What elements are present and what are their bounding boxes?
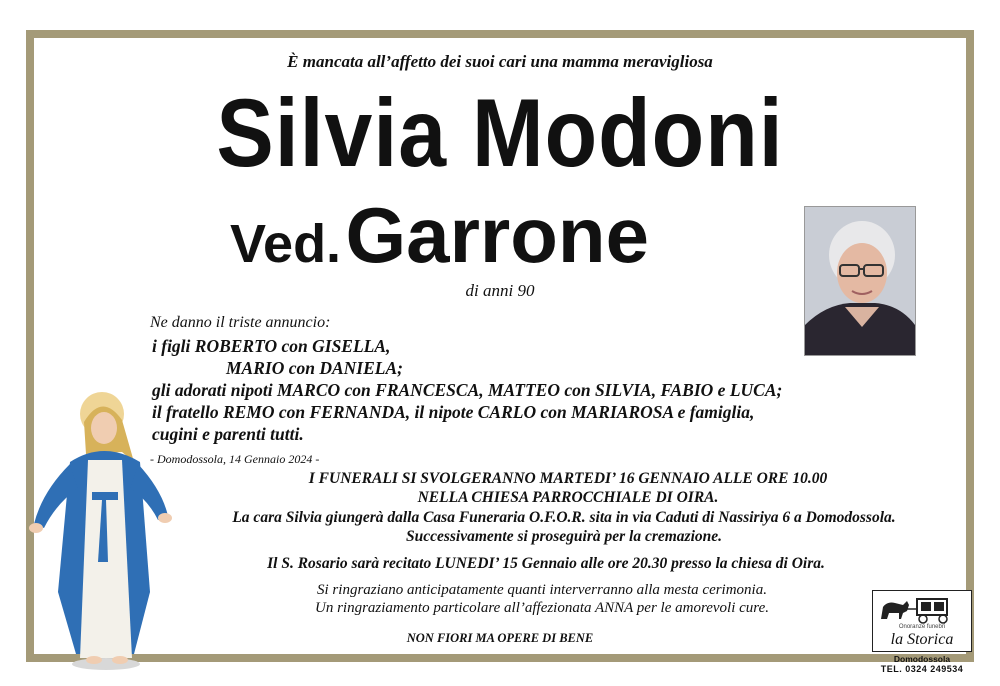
logo-brand: la Storica xyxy=(890,631,954,648)
place-date: - Domodossola, 14 Gennaio 2024 - xyxy=(150,452,320,466)
logo-city: Domodossola xyxy=(893,654,951,664)
portrait-photo xyxy=(804,206,916,356)
madonna-image xyxy=(22,392,172,676)
deceased-name: Silvia Modoni xyxy=(216,79,784,188)
logo-phone: TEL. 0324 249534 xyxy=(880,664,964,674)
rosary-line: Il S. Rosario sarà recitato LUNEDI’ 15 Gennaio alle ore 20.30 presso la chiesa di Oira. xyxy=(267,555,825,572)
age: di anni 90 xyxy=(465,281,535,300)
thanks-line: Un ringraziamento particolare all’affezionata ANNA per le amorevoli cure. xyxy=(315,600,769,616)
funeral-line: I FUNERALI SI SVOLGERANNO MARTEDI’ 16 GENNAIO ALLE ORE 10.00 xyxy=(308,470,828,487)
relatives-line: cugini e parenti tutti. xyxy=(152,424,304,444)
thanks-line: Si ringraziano anticipatamente quanti interverranno alla mesta cerimonia. xyxy=(317,582,767,598)
married-name-line xyxy=(230,190,790,281)
funeral-line: La cara Silvia giungerà dalla Casa Funeraria O.F.O.R. sita in via Caduti di Nassiriya 6 a Domodossola. xyxy=(232,509,896,526)
funeral-line: NELLA CHIESA PARROCCHIALE DI OIRA. xyxy=(417,489,719,506)
relatives-line: i figli ROBERTO con GISELLA, xyxy=(152,336,391,356)
relatives-line: gli adorati nipoti MARCO con FRANCESCA, MATTEO con SILVIA, FABIO e LUCA; xyxy=(152,380,783,400)
funeral-line: Successivamente si proseguirà per la cremazione. xyxy=(405,528,723,545)
married-name: Garrone xyxy=(345,191,649,279)
no-flowers-line: NON FIORI MA OPERE DI BENE xyxy=(406,631,594,645)
intro-line: È mancata all’affetto dei suoi cari una mamma meravigliosa xyxy=(287,52,713,71)
relatives-line: il fratello REMO con FERNANDA, il nipote CARLO con MARIAROSA e famiglia, xyxy=(152,402,755,422)
relatives-line: MARIO con DANIELA; xyxy=(226,358,403,378)
logo-small-text: Onoranze funebri xyxy=(898,624,946,630)
horse-carriage-icon xyxy=(873,593,971,625)
announce-line: Ne danno il triste annuncio: xyxy=(150,314,331,331)
funeral-home-logo xyxy=(872,590,972,652)
ved-prefix: Ved. xyxy=(230,214,342,274)
